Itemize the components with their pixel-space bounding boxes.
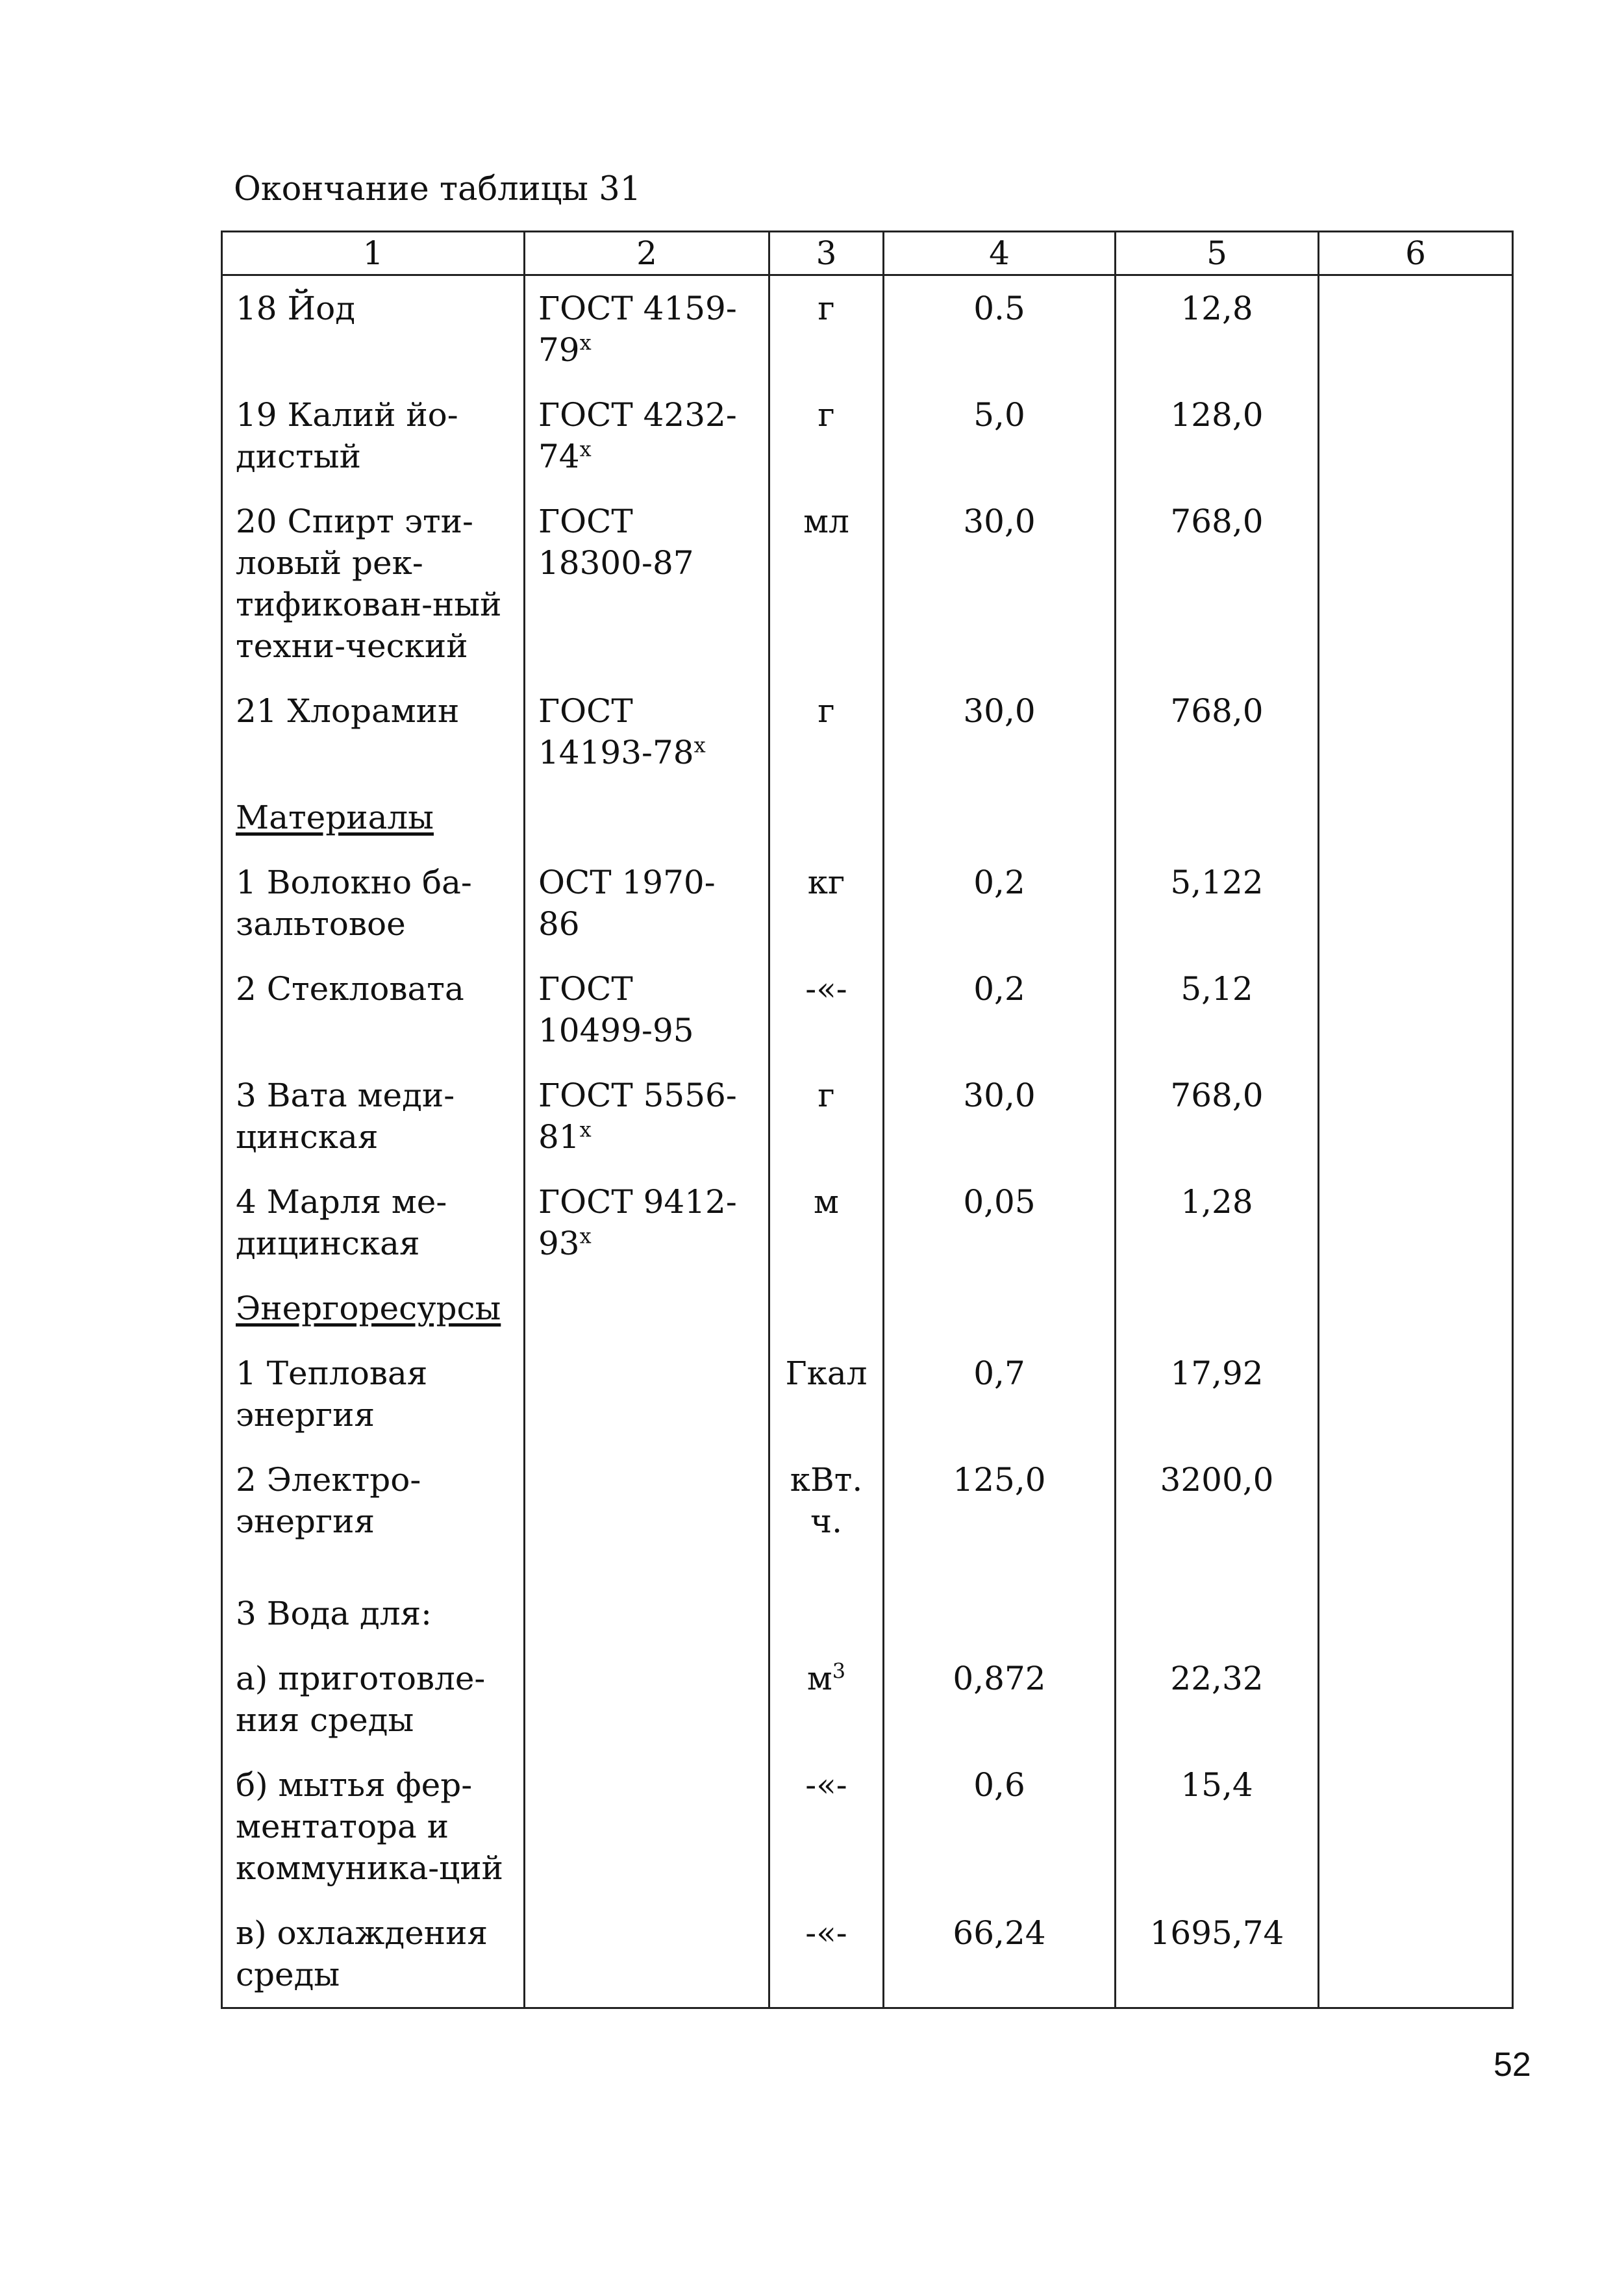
- standard-cell: [525, 382, 769, 489]
- norm-cell: 0,05: [884, 1169, 1116, 1276]
- norm-cell: 30,0: [884, 1063, 1116, 1169]
- norm-cell: 30,0: [884, 489, 1116, 679]
- table-row: [222, 1646, 1513, 1752]
- standard-cell: [525, 1169, 769, 1276]
- table-row: [222, 1554, 1513, 1646]
- standard-cell: [525, 1901, 769, 2008]
- annual-need-cell: 768,0: [1116, 1063, 1319, 1169]
- item-name-cell: [222, 382, 525, 489]
- unit-cell: г: [769, 382, 884, 489]
- standard-text: ГОСТ 18300-87: [538, 503, 694, 582]
- item-name-cell: [222, 489, 525, 679]
- column-header: 1: [222, 232, 525, 275]
- empty-cell: [769, 785, 884, 850]
- empty-cell: [1319, 1447, 1513, 1554]
- unit-cell: -«-: [769, 1752, 884, 1901]
- materials-table: [221, 231, 1514, 2009]
- empty-cell: [1319, 1646, 1513, 1752]
- annual-need-cell: 1,28: [1116, 1169, 1319, 1276]
- unit-cell: [769, 1646, 884, 1752]
- item-name: 2 Стекловата: [236, 970, 464, 1008]
- standard-text: ГОСТ 4159-79: [538, 290, 737, 369]
- norm-cell: 125,0: [884, 1447, 1116, 1554]
- table-row: [222, 489, 1513, 679]
- empty-cell: [1319, 1169, 1513, 1276]
- section-cell: [222, 785, 525, 850]
- column-header: 5: [1116, 232, 1319, 275]
- annual-need-cell: 5,122: [1116, 850, 1319, 956]
- empty-cell: [884, 785, 1116, 850]
- empty-cell: [1319, 785, 1513, 850]
- item-name: 18 Йод: [236, 290, 356, 327]
- unit-cell: [769, 1554, 884, 1646]
- table-row: [222, 382, 1513, 489]
- annual-need-cell: 12,8: [1116, 275, 1319, 383]
- standard-superscript: х: [579, 1223, 592, 1249]
- norm-cell: 0,2: [884, 956, 1116, 1063]
- standard-cell: [525, 1447, 769, 1554]
- norm-cell: [884, 1554, 1116, 1646]
- page-number: 52: [1493, 2046, 1531, 2084]
- empty-cell: [769, 1276, 884, 1341]
- item-name: б) мытья фер-ментатора и коммуника-ций: [236, 1766, 503, 1887]
- item-name: 19 Калий йо-дистый: [236, 396, 458, 475]
- empty-cell: [1319, 489, 1513, 679]
- norm-cell: 0,872: [884, 1646, 1116, 1752]
- item-name-cell: [222, 1646, 525, 1752]
- item-name-cell: [222, 1341, 525, 1447]
- section-row: [222, 1276, 1513, 1341]
- empty-cell: [884, 1276, 1116, 1341]
- empty-cell: [1319, 382, 1513, 489]
- item-name-cell: [222, 1901, 525, 2008]
- table-row: [222, 1901, 1513, 2008]
- standard-cell: [525, 956, 769, 1063]
- unit-cell: мл: [769, 489, 884, 679]
- empty-cell: [1319, 1901, 1513, 2008]
- section-heading-energy: Энергоресурсы: [236, 1290, 501, 1327]
- norm-cell: 0,7: [884, 1341, 1116, 1447]
- table-row: [222, 1063, 1513, 1169]
- section-heading-materials: Материалы: [236, 799, 434, 836]
- column-number-row: [222, 232, 1513, 275]
- norm-cell: 66,24: [884, 1901, 1116, 2008]
- annual-need-cell: 1695,74: [1116, 1901, 1319, 2008]
- table-row: [222, 1752, 1513, 1901]
- standard-cell: [525, 1646, 769, 1752]
- unit-cell: -«-: [769, 1901, 884, 2008]
- standard-text: ГОСТ 10499-95: [538, 970, 694, 1049]
- item-name-cell: [222, 679, 525, 785]
- table-row: [222, 1447, 1513, 1554]
- standard-superscript: х: [579, 1117, 592, 1142]
- item-name: 1 Тепловая энергия: [236, 1354, 428, 1434]
- unit-cell: Гкал: [769, 1341, 884, 1447]
- norm-cell: 0.5: [884, 275, 1116, 383]
- norm-cell: 5,0: [884, 382, 1116, 489]
- empty-cell: [1319, 275, 1513, 383]
- empty-cell: [1319, 1341, 1513, 1447]
- norm-cell: 0,6: [884, 1752, 1116, 1901]
- unit-superscript: 3: [832, 1658, 846, 1684]
- item-name: в) охлаждения среды: [236, 1914, 488, 1993]
- item-name: 3 Вата меди-цинская: [236, 1077, 455, 1156]
- table-row: [222, 956, 1513, 1063]
- annual-need-cell: 22,32: [1116, 1646, 1319, 1752]
- empty-cell: [1319, 679, 1513, 785]
- standard-cell: [525, 1063, 769, 1169]
- standard-superscript: х: [579, 330, 592, 355]
- empty-cell: [1319, 1276, 1513, 1341]
- empty-cell: [1319, 1554, 1513, 1646]
- table-row: [222, 275, 1513, 383]
- empty-cell: [1319, 956, 1513, 1063]
- item-name: 20 Спирт эти-ловый рек-тификован-ный техни-ческий: [236, 503, 502, 665]
- norm-cell: 0,2: [884, 850, 1116, 956]
- item-name: а) приготовле-ния среды: [236, 1660, 486, 1739]
- table-row: [222, 850, 1513, 956]
- item-name-cell: [222, 1063, 525, 1169]
- annual-need-cell: 5,12: [1116, 956, 1319, 1063]
- unit-cell: кг: [769, 850, 884, 956]
- standard-text: ГОСТ 9412-93: [538, 1183, 737, 1262]
- item-name-cell: [222, 956, 525, 1063]
- item-name-cell: [222, 1447, 525, 1554]
- empty-cell: [1319, 1752, 1513, 1901]
- norm-cell: 30,0: [884, 679, 1116, 785]
- standard-text: ОСТ 1970-86: [538, 864, 716, 943]
- item-name-cell: [222, 275, 525, 383]
- unit-text: м: [806, 1660, 832, 1697]
- annual-need-cell: 768,0: [1116, 489, 1319, 679]
- table-row: [222, 1169, 1513, 1276]
- item-name: 1 Волокно ба-зальтовое: [236, 864, 472, 943]
- item-name: 21 Хлорамин: [236, 692, 460, 730]
- section-row: [222, 785, 1513, 850]
- item-name: 4 Марля ме-дицинская: [236, 1183, 447, 1262]
- standard-text: ГОСТ 14193-78: [538, 692, 694, 771]
- column-header: 4: [884, 232, 1116, 275]
- empty-cell: [525, 1276, 769, 1341]
- empty-cell: [1319, 1063, 1513, 1169]
- standard-cell: [525, 489, 769, 679]
- table-caption: Окончание таблицы 31: [234, 170, 642, 208]
- standard-cell: [525, 850, 769, 956]
- item-name-cell: [222, 1169, 525, 1276]
- unit-cell: г: [769, 1063, 884, 1169]
- annual-need-cell: [1116, 1554, 1319, 1646]
- standard-superscript: х: [693, 732, 706, 758]
- unit-cell: г: [769, 275, 884, 383]
- annual-need-cell: 15,4: [1116, 1752, 1319, 1901]
- standard-superscript: х: [579, 436, 592, 462]
- table-row: [222, 1341, 1513, 1447]
- annual-need-cell: 128,0: [1116, 382, 1319, 489]
- empty-cell: [1319, 850, 1513, 956]
- standard-text: ГОСТ 4232-74: [538, 396, 737, 475]
- unit-cell: м: [769, 1169, 884, 1276]
- item-name: 3 Вода для:: [236, 1595, 432, 1632]
- column-header: 3: [769, 232, 884, 275]
- standard-cell: [525, 1752, 769, 1901]
- column-header: 6: [1319, 232, 1513, 275]
- standard-cell: [525, 679, 769, 785]
- annual-need-cell: 768,0: [1116, 679, 1319, 785]
- standard-cell: [525, 1554, 769, 1646]
- annual-need-cell: 3200,0: [1116, 1447, 1319, 1554]
- annual-need-cell: 17,92: [1116, 1341, 1319, 1447]
- standard-text: ГОСТ 5556-81: [538, 1077, 737, 1156]
- empty-cell: [1116, 785, 1319, 850]
- item-name-cell: [222, 850, 525, 956]
- column-header: 2: [525, 232, 769, 275]
- empty-cell: [1116, 1276, 1319, 1341]
- standard-cell: [525, 275, 769, 383]
- unit-cell: кВт. ч.: [769, 1447, 884, 1554]
- unit-cell: г: [769, 679, 884, 785]
- unit-cell: -«-: [769, 956, 884, 1063]
- item-name-cell: [222, 1752, 525, 1901]
- empty-cell: [525, 785, 769, 850]
- table-row: [222, 679, 1513, 785]
- standard-cell: [525, 1341, 769, 1447]
- item-name: 2 Электро-энергия: [236, 1461, 421, 1540]
- item-name-cell: [222, 1554, 525, 1646]
- section-cell: [222, 1276, 525, 1341]
